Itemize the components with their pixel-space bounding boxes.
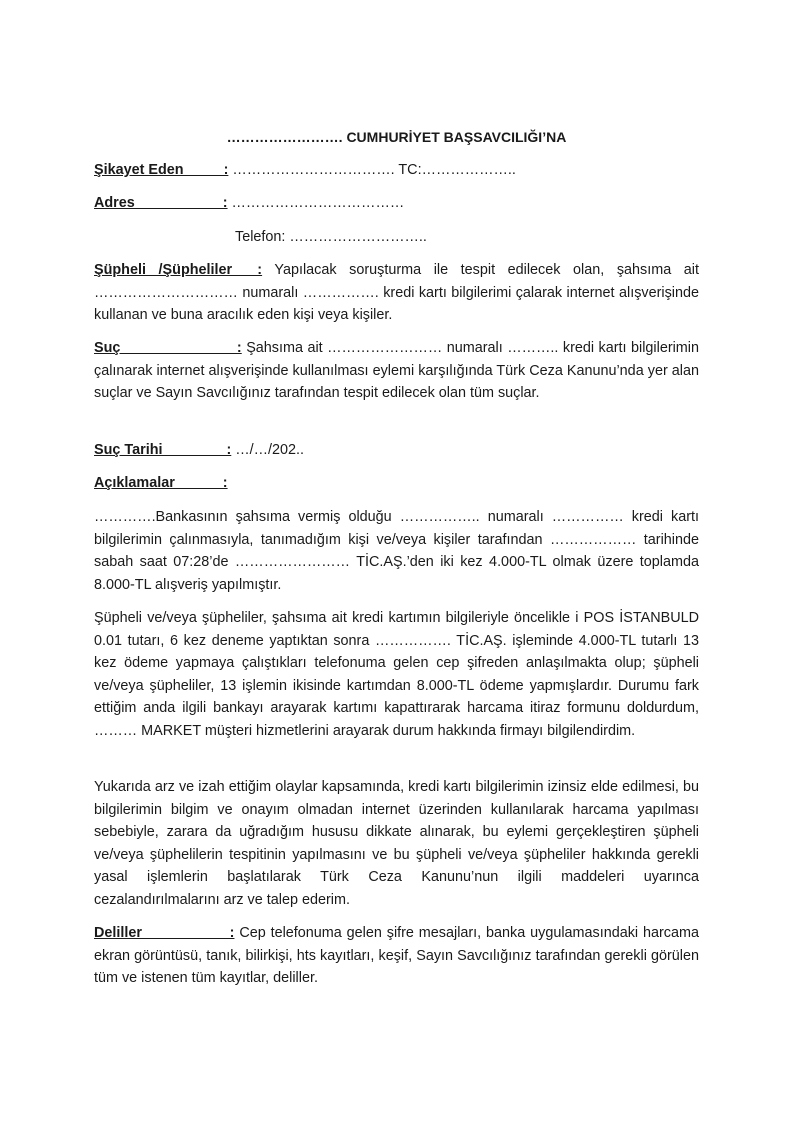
address-row — [94, 192, 404, 215]
explanation-paragraph: ………….Bankasının şahsıma vermiş olduğu …………….. numaralı …………… kredi kartı bilgilerimin çalınmasıyla, tanımadığım kişi ve/veya kişiler tarafından ……………… tarihinde sabah saat 07:28’de …………………… TİC.AŞ.’den iki kez 4.000-TL olmak üzere toplamda 8.000-TL alışveriş yapılmıştır. — [94, 509, 699, 593]
crime-date-value: …/…/202.. — [231, 442, 305, 458]
crime-date-row — [94, 439, 304, 462]
evidence-text: Cep telefonuma gelen şifre mesajları, banka uygulamasındaki harcama ekran görüntüsü, tanık, bilirkişi, hts kayıtları, keşif, Sayın Savcılığınız tarafından gerekli görülen tüm ve istenen tüm kayıtlar, deliller. — [94, 925, 699, 986]
complainant-row — [94, 159, 516, 182]
crime-label: Suç : — [94, 340, 242, 356]
suspect-text: Yapılacak soruşturma ile tespit edilecek olan, şahsıma ait ………………………… numaralı ……………. kredi kartı bilgilerimi çalarak internet alışverişinde kullanan ve buna aracılık eden kişi veya kişiler. — [94, 262, 699, 323]
crime-text: Şahsıma ait …………………… numaralı ……….. kredi kartı bilgilerimin çalınarak internet alışverişinde kullanılması eylemi karşılığında Türk Ceza Kanunu’nda yer alan suçlar ve Sayın Savcılığınız tarafından tespit edilecek olan tüm suçlar. — [94, 340, 699, 401]
address-label: Adres : — [94, 195, 228, 211]
crime-section — [94, 337, 699, 405]
explanations-row — [94, 472, 228, 495]
complainant-label: Şikayet Eden : — [94, 162, 229, 178]
evidence-label: Deliller : — [94, 925, 235, 941]
phone-value: Telefon: ……………………….. — [235, 229, 427, 245]
explanation-paragraph: Şüpheli ve/veya şüpheliler, şahsıma ait kredi kartımın bilgileriyle öncelikle i POS İSTANBULD 0.01 tutarı, 6 kez deneme yaptıktan sonra ……………. TİC.AŞ. işleminde 4.000-TL tutarlı 13 kez ödeme yapmaya çalıştıkları telefonuma gelen cep şifreden anlaşılmakta olup; şüpheli ve/veya şüpheliler, 13 işlemin ikisinde kartımdan 8.000-TL ödeme yapmışlardır. Durumu fark ettiğim anda ilgili bankayı arayarak kartımı kapattırarak harcama itiraz formunu doldurdum, ……… MARKET müşteri hizmetlerini arayarak durum hakkında firmayı bilgilendirdim. — [94, 610, 699, 739]
page-title: ……………………. CUMHURİYET BAŞSAVCILIĞI’NA — [226, 129, 567, 145]
suspect-section — [94, 259, 699, 327]
phone-row — [235, 226, 427, 249]
suspect-label: Şüpheli /Şüpheliler : — [94, 262, 263, 278]
evidence-section — [94, 922, 699, 990]
crime-date-label: Suç Tarihi : — [94, 442, 232, 458]
address-value: ……………………………… — [227, 195, 405, 211]
explanation-paragraph: Yukarıda arz ve izah ettiğim olaylar kapsamında, kredi kartı bilgilerimin izinsiz elde edilmesi, bu bilgilerimin bilgim ve onayım olmadan internet üzerinden kullanılarak harcama yapılması sebebiyle, zarara da uğradığım hususu dikkate alınarak, bu eylemi gerçekleştiren şüpheli ve/veya şüphelilerin tespitinin yapılmasını ve bu şüpheli ve/veya şüpheliler hakkında gerekli yasal işlemlerin başlatılarak Türk Ceza Kanunu’nun ilgili maddeleri uyarınca cezalandırılmalarını arz ve talep ederim. — [94, 779, 699, 908]
explanations-label: Açıklamalar : — [94, 475, 228, 491]
complainant-value: ……………………………. TC:……………….. — [228, 162, 516, 178]
